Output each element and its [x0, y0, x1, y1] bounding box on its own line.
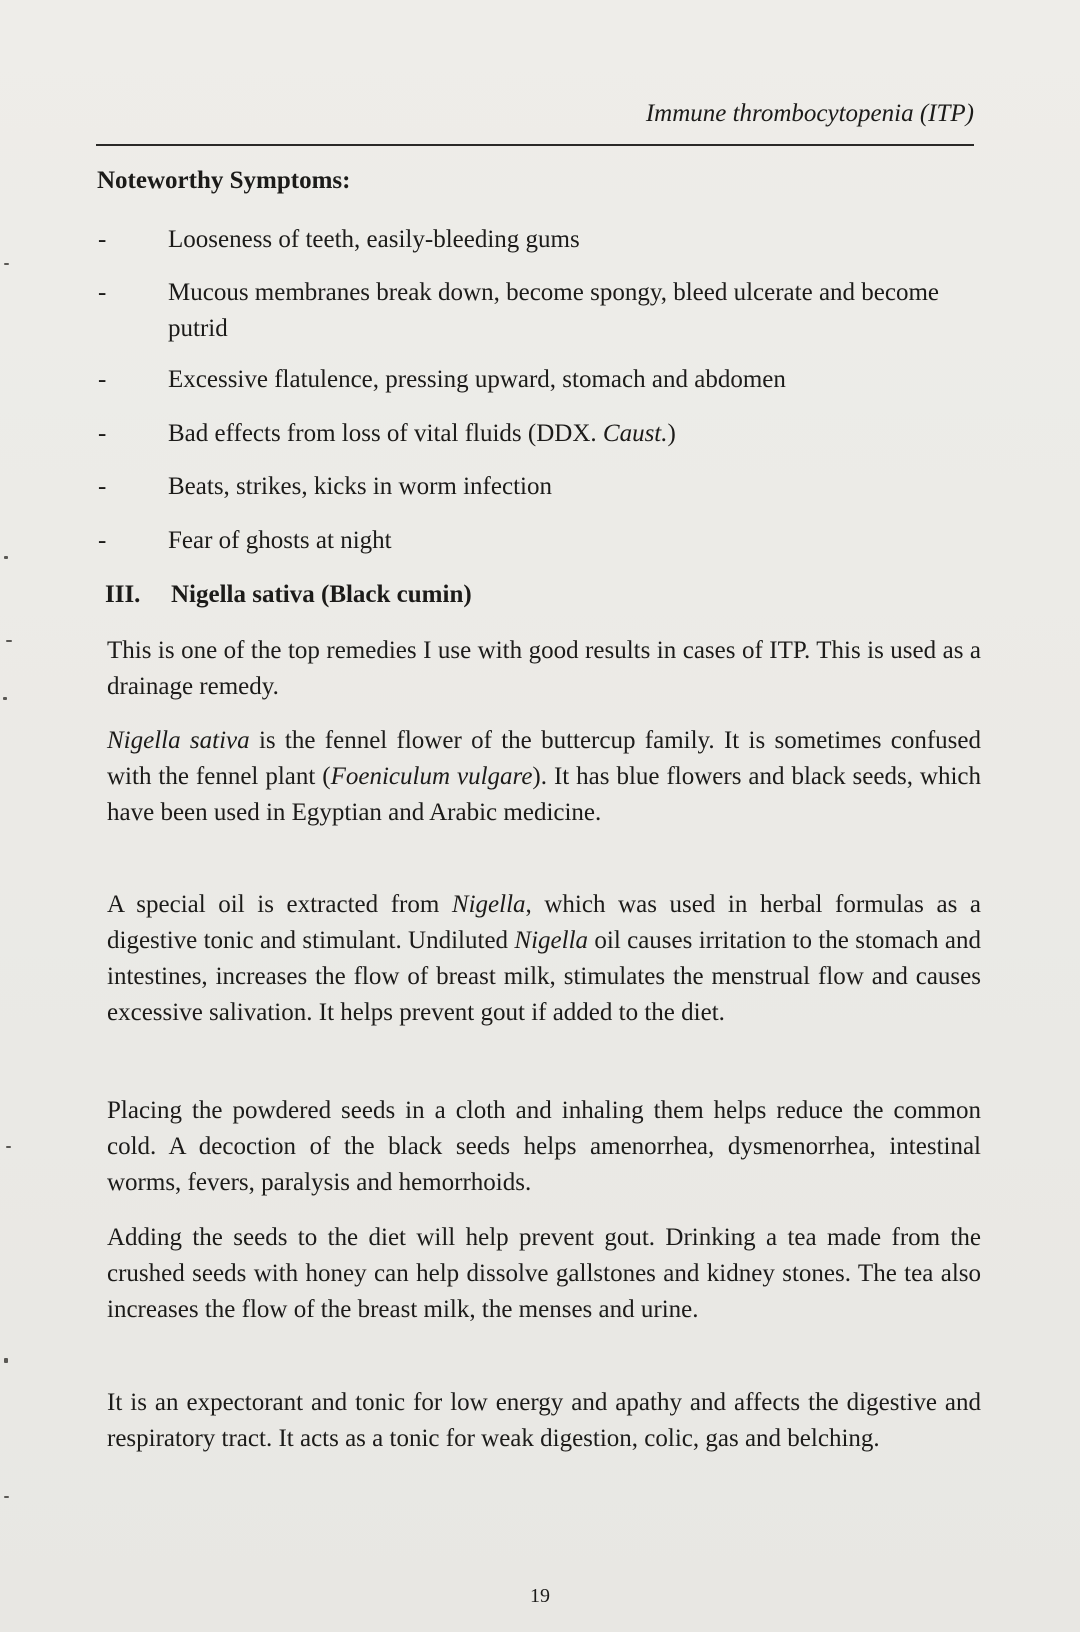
scan-speck — [4, 1358, 8, 1363]
list-dash: - — [98, 279, 107, 306]
body-paragraph — [107, 633, 981, 705]
italic-text: Nigella — [514, 927, 589, 954]
symptom-text-italic: Caust. — [602, 420, 668, 447]
page-number: 19 — [530, 1585, 550, 1607]
scan-speck — [4, 263, 9, 265]
scan-speck — [6, 640, 12, 642]
italic-text: Nigella sativa — [107, 727, 250, 754]
symptom-item — [98, 416, 978, 452]
list-dash: - — [98, 366, 107, 393]
remedy-heading — [105, 581, 472, 609]
body-paragraph — [107, 887, 981, 1031]
body-paragraph — [107, 1220, 981, 1328]
paragraph-text: , which was used in herbal formulas as a digestive tonic and stimulant. Undiluted — [107, 891, 981, 954]
symptom-text: Excessive flatulence, pressing upward, stomach and abdomen — [168, 366, 786, 393]
symptom-text: Looseness of teeth, easily-bleeding gums — [168, 226, 580, 253]
paragraph-text: This is one of the top remedies I use with good results in cases of ITP. This is used as a drainage remedy. — [107, 637, 981, 700]
scan-speck — [4, 1496, 9, 1498]
paragraph-text: ). It has blue flowers and black seeds, which have been used in Egyptian and Arabic medicine. — [107, 763, 982, 826]
list-dash: - — [98, 226, 107, 253]
symptom-text: Beats, strikes, kicks in worm infection — [168, 473, 552, 500]
scan-speck — [3, 697, 7, 700]
header-rule — [96, 144, 974, 146]
paragraph-text: oil causes irritation to the stomach and intestines, increases the flow of breast milk, stimulates the menstrual flow and causes excessive salivation. It helps prevent gout if added to the diet. — [107, 927, 981, 1026]
scan-speck — [4, 556, 8, 559]
paragraph-text: Placing the powdered seeds in a cloth and inhaling them helps reduce the common cold. A decoction of the black seeds helps amenorrhea, dysmenorrhea, intestinal worms, fevers, paralysis and hemorrhoids. — [107, 1097, 981, 1196]
body-paragraph — [107, 1093, 981, 1201]
scan-speck — [6, 1146, 11, 1148]
symptom-text: Fear of ghosts at night — [168, 527, 392, 554]
symptom-item — [98, 469, 978, 505]
body-paragraph — [107, 1385, 981, 1457]
section-heading: Noteworthy Symptoms: — [97, 167, 351, 194]
list-dash: - — [98, 527, 107, 554]
paragraph-text: is the fennel flower of the buttercup family. It is sometimes confused with the fennel plant ( — [107, 727, 982, 790]
symptom-item — [98, 275, 978, 347]
paragraph-text: Adding the seeds to the diet will help prevent gout. Drinking a tea made from the crushed seeds with honey can help dissolve gallstones and kidney stones. The tea also increases the flow of the breast milk, the menses and urine. — [107, 1224, 981, 1323]
symptom-text — [168, 416, 978, 452]
paragraph-text: A special oil is extracted from — [107, 891, 452, 918]
symptom-item — [98, 222, 978, 258]
list-dash: - — [98, 420, 107, 447]
paragraph-text: It is an expectorant and tonic for low energy and apathy and affects the digestive and respiratory tract. It acts as a tonic for weak digestion, colic, gas and belching. — [107, 1389, 981, 1452]
italic-text: Foeniculum vulgare — [330, 763, 533, 790]
symptom-item — [98, 523, 978, 559]
body-paragraph — [107, 723, 981, 831]
symptom-text-part: Bad effects from loss of vital fluids (DDX. — [168, 420, 603, 447]
running-header: Immune thrombocytopenia (ITP) — [645, 100, 974, 127]
symptom-text: Mucous membranes break down, become spongy, bleed ulcerate and become putrid — [168, 279, 940, 342]
remedy-title: Nigella sativa (Black cumin) — [171, 581, 472, 608]
remedy-number: III. — [105, 581, 141, 608]
italic-text: Nigella — [451, 891, 526, 918]
list-dash: - — [98, 473, 107, 500]
symptom-item — [98, 362, 978, 398]
symptom-text-part: ) — [667, 420, 676, 447]
